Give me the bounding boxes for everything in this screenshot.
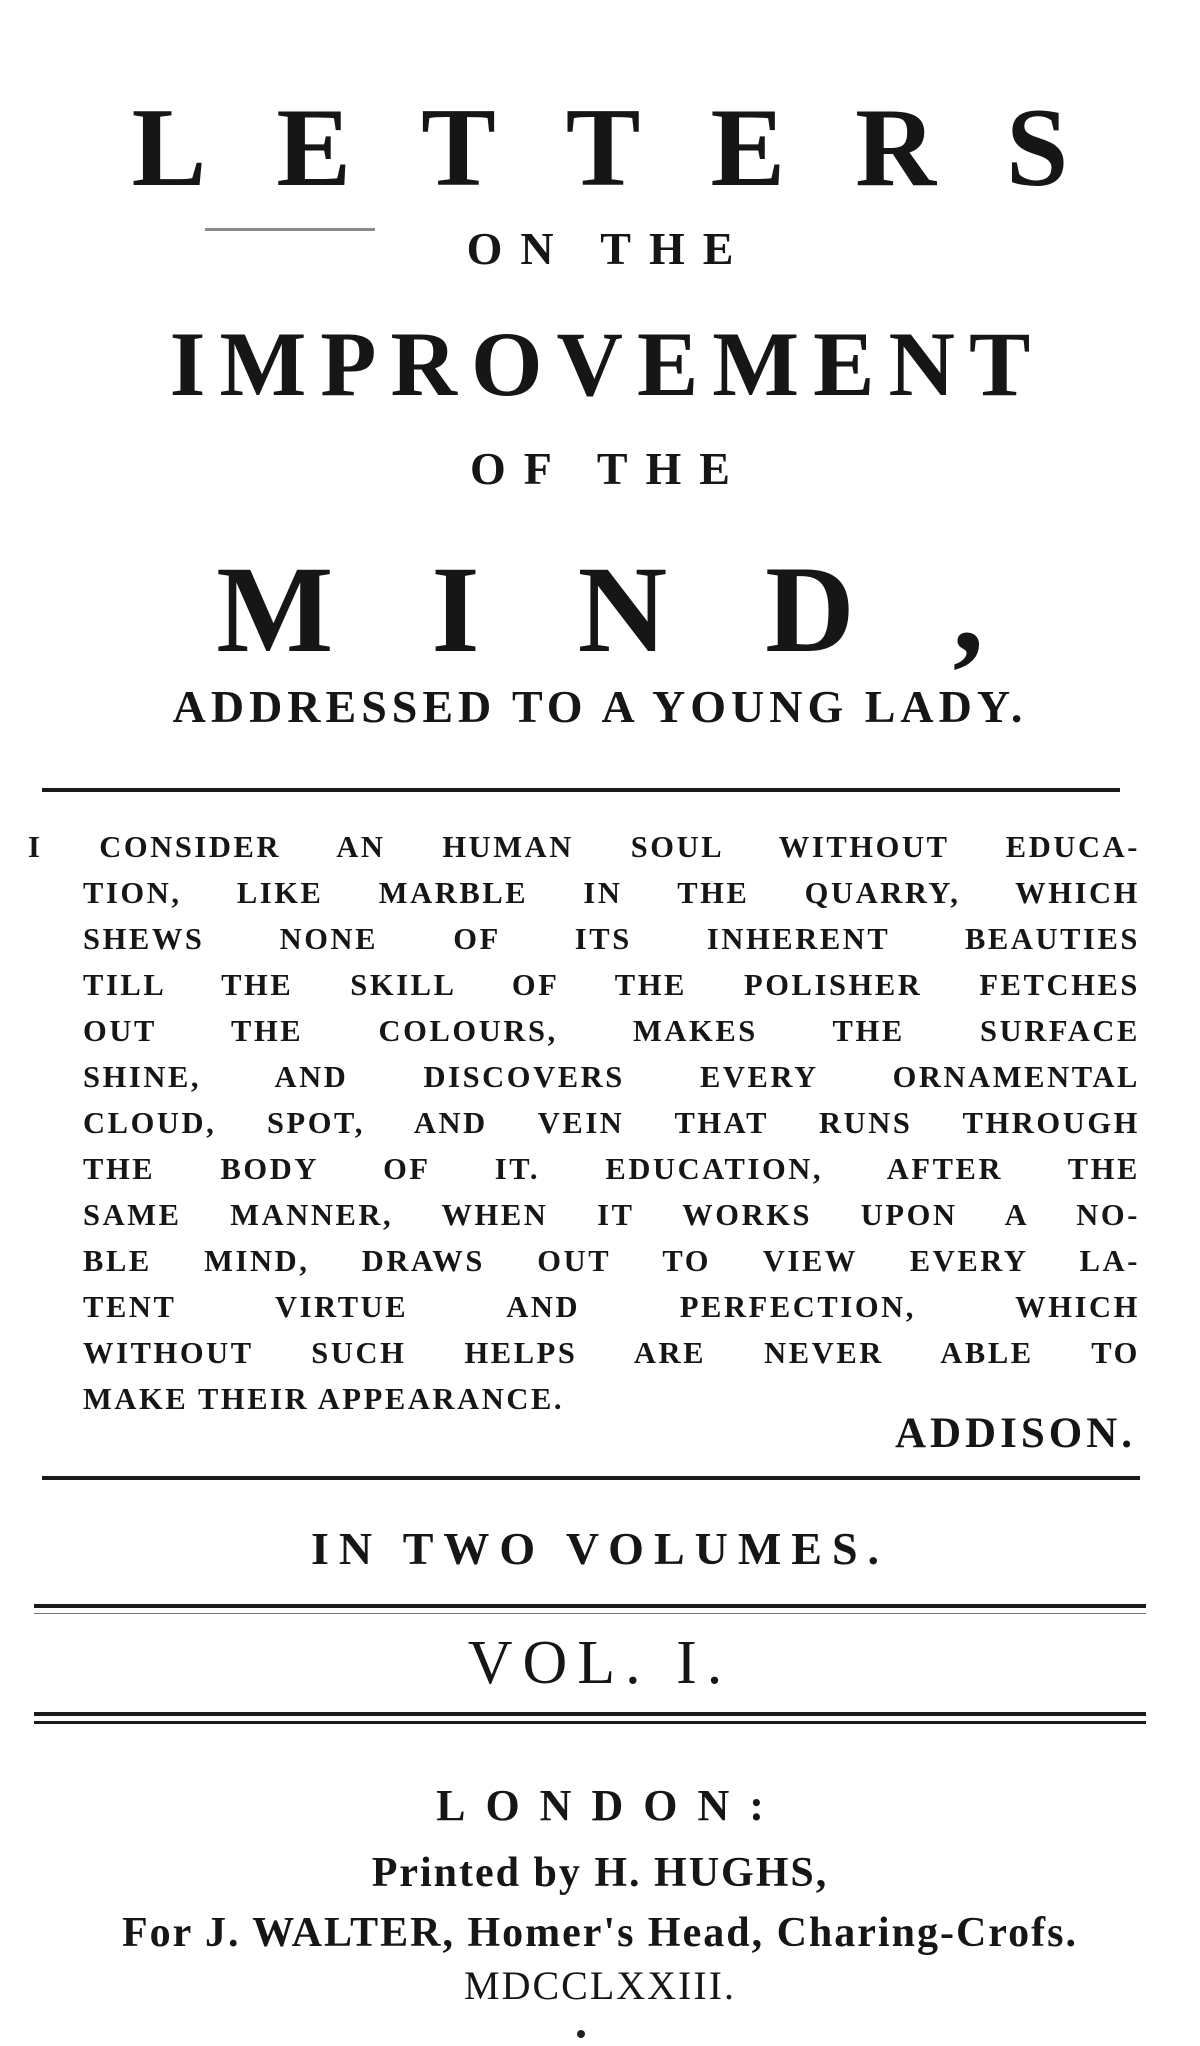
title-letters: LETTERS xyxy=(131,86,1139,210)
epigraph-line: SHEWS NONE OF ITS INHERENT BEAUTIES xyxy=(83,922,1140,956)
imprint-year: MDCCLXXIII. xyxy=(464,1963,736,2008)
imprint-publisher: For J. WALTER, Homer's Head, Charing-Crofs. xyxy=(122,1910,1078,1956)
epigraph-line: SAME MANNER, WHEN IT WORKS UPON A NO- xyxy=(83,1198,1140,1232)
title-mind: MIND, xyxy=(216,541,1082,678)
ornament-dot xyxy=(577,2030,585,2038)
epigraph-line: WITHOUT SUCH HELPS ARE NEVER ABLE TO xyxy=(83,1336,1140,1370)
volumes-note: IN TWO VOLUMES. xyxy=(310,1523,890,1574)
epigraph-line: BLE MIND, DRAWS OUT TO VIEW EVERY LA- xyxy=(83,1244,1140,1278)
double-rule-thick xyxy=(34,1712,1146,1716)
epigraph-line: CLOUD, SPOT, AND VEIN THAT RUNS THROUGH xyxy=(83,1106,1140,1140)
double-rule-thick xyxy=(34,1721,1146,1724)
volume-number: VOL. I. xyxy=(467,1629,733,1697)
imprint-printer: Printed by H. HUGHS, xyxy=(371,1850,829,1896)
divider-rule xyxy=(42,1476,1140,1480)
epigraph-author: ADDISON. xyxy=(894,1410,1136,1457)
imprint-city: LONDON: xyxy=(436,1781,784,1830)
epigraph-line: SHINE, AND DISCOVERS EVERY ORNAMENTAL xyxy=(83,1060,1140,1094)
double-rule-thin xyxy=(34,1613,1146,1614)
epigraph-line: I CONSIDER AN HUMAN SOUL WITHOUT EDUCA- xyxy=(28,830,1140,864)
double-rule-thick xyxy=(34,1604,1146,1608)
epigraph-line: TILL THE SKILL OF THE POLISHER FETCHES xyxy=(83,968,1140,1002)
epigraph-line: MAKE THEIR APPEARANCE. xyxy=(83,1382,565,1416)
epigraph-line: THE BODY OF IT. EDUCATION, AFTER THE xyxy=(83,1152,1140,1186)
epigraph-line: TENT VIRTUE AND PERFECTION, WHICH xyxy=(83,1290,1140,1324)
epigraph xyxy=(28,824,1140,1422)
title-improvement: IMPROVEMENT xyxy=(169,313,1045,415)
title-on-the: ON THE xyxy=(466,223,752,274)
divider-rule xyxy=(42,788,1120,792)
title-dedication: ADDRESSED TO A YOUNG LADY. xyxy=(172,681,1028,732)
epigraph-line: TION, LIKE MARBLE IN THE QUARRY, WHICH xyxy=(83,876,1140,910)
epigraph-line: OUT THE COLOURS, MAKES THE SURFACE xyxy=(83,1014,1140,1048)
title-of-the: OF THE xyxy=(470,443,748,494)
